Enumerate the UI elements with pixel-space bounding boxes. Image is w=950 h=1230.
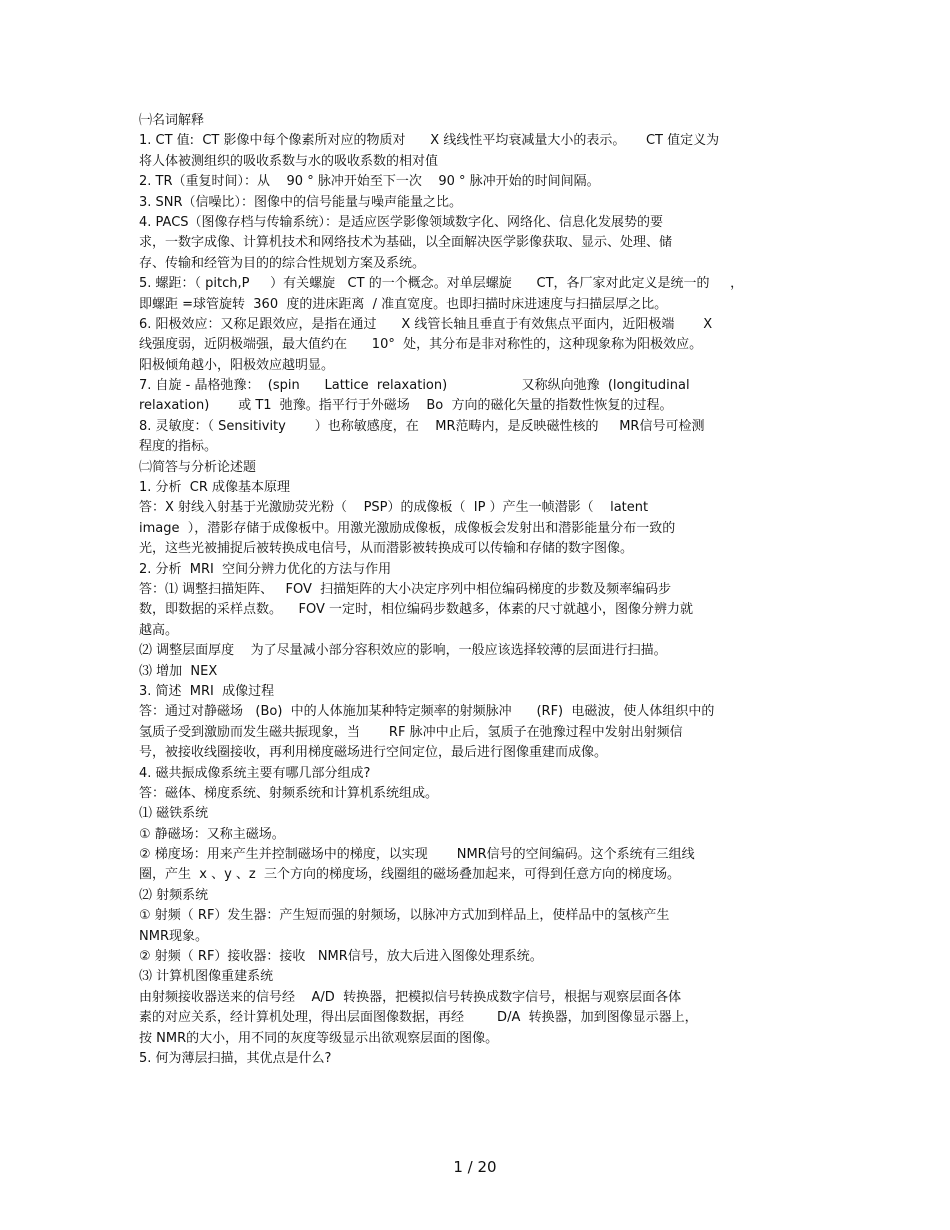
text-line: 5. 何为薄层扫描，其优点是什么? xyxy=(139,1050,332,1066)
text-line: 7. 自旋 - 晶格弛豫： (spin Lattice relaxation) 又称纵向弛豫 (longitudinal xyxy=(139,378,690,394)
text-line: 6. 阳极效应：又称足跟效应，是指在通过 X 线管长轴且垂直于有效焦点平面内，近阳极端 X xyxy=(139,316,713,332)
text-line: 程度的指标。 xyxy=(139,439,218,455)
text-line: 答：X 射线入射基于光激励荧光粉（ PSP）的成像板（ IP ）产生一帧潜影（ latent xyxy=(139,500,649,516)
text-line: 1. 分析 CR 成像基本原理 xyxy=(139,480,291,496)
text-line: 越高。 xyxy=(139,622,179,638)
text-line: ① 射频（ RF）发生器：产生短而强的射频场，以脉冲方式加到样品上，使样品中的氢核产生 xyxy=(139,908,670,924)
text-line: 将人体被测组织的吸收系数与水的吸收系数的相对值 xyxy=(139,153,439,169)
text-line: 即螺距 =球管旋转 360 度的进床距离 / 准直宽度。也即扫描时床进速度与扫描层厚之比。 xyxy=(139,296,668,312)
text-line: relaxation) 或 T1 弛豫。指平行于外磁场 Bo 方向的磁化矢量的指数性恢复的过程。 xyxy=(139,398,673,414)
text-line: 2. 分析 MRI 空间分辨力优化的方法与作用 xyxy=(139,561,392,577)
text-line: NMR现象。 xyxy=(139,928,208,944)
text-line: ⑵ 调整层面厚度 为了尽量减小部分容积效应的影响，一般应该选择较薄的层面进行扫描。 xyxy=(139,643,667,659)
text-line: 5. 螺距：（ pitch,P ）有关螺旋 CT 的一个概念。对单层螺旋 CT，各厂家对此定义是统一的 ， xyxy=(139,276,744,292)
text-line: 阳极倾角越小，阳极效应越明显。 xyxy=(139,357,335,373)
text-line: 氢质子受到激励而发生磁共振现象，当 RF 脉冲中止后，氢质子在弛豫过程中发射出射频信 xyxy=(139,724,683,740)
document-body xyxy=(139,111,819,1069)
text-line: 答：磁体、梯度系统、射频系统和计算机系统组成。 xyxy=(139,785,439,801)
text-line: 1. CT 值: CT 影像中每个像素所对应的物质对 X 线线性平均衰减量大小的表示。 CT 值定义为 xyxy=(139,133,720,149)
text-line: ⑴ 磁铁系统 xyxy=(139,806,209,822)
text-line: 存、传输和经管为目的的综合性规划方案及系统。 xyxy=(139,255,426,271)
text-line: ② 射频（ RF）接收器：接收 NMR信号，放大后进入图像处理系统。 xyxy=(139,949,543,965)
text-line: 号，被接收线圈接收，再利用梯度磁场进行空间定位，最后进行图像重建而成像。 xyxy=(139,745,608,761)
text-line: 光，这些光被捕捉后被转换成电信号，从而潜影被转换成可以传输和存储的数字图像。 xyxy=(139,541,634,557)
text-line: 圈，产生 x 、y 、z 三个方向的梯度场，线圈组的磁场叠加起来，可得到任意方向的梯度场。 xyxy=(139,867,681,883)
text-line: 答：通过对静磁场 (Bo) 中的人体施加某种特定频率的射频脉冲 (RF) 电磁波，使人体组织中的 xyxy=(139,704,715,720)
text-line: 4. 磁共振成像系统主要有哪几部分组成? xyxy=(139,765,371,781)
text-line: 由射频接收器送来的信号经 A/D 转换器，把模拟信号转换成数字信号，根据与观察层面各体 xyxy=(139,989,682,1005)
text-line: 求，一数字成像、计算机技术和网络技术为基础，以全面解决医学影像获取、显示、处理、储 xyxy=(139,235,673,251)
text-line: 线强度弱，近阴极端强，最大值约在 10° 处，其分布是非对称性的，这种现象称为阳极效应。 xyxy=(139,337,703,353)
text-line: image ），潜影存储于成像板中。用激光激励成像板，成像板会发射出和潜影能量分布一致的 xyxy=(139,520,676,536)
page-number: 1 / 20 xyxy=(453,1158,497,1176)
text-line: ① 静磁场：又称主磁场。 xyxy=(139,826,285,842)
text-line: ⑵ 射频系统 xyxy=(139,887,209,903)
text-line: ㈡简答与分析论述题 xyxy=(139,459,257,475)
text-line: ⑶ 计算机图像重建系统 xyxy=(139,969,274,985)
text-line: 2. TR（重复时间）：从 90 ° 脉冲开始至下一次 90 ° 脉冲开始的时间间隔。 xyxy=(139,174,600,190)
text-line: 8. 灵敏度：（ Sensitivity ）也称敏感度，在 MR范畴内，是反映磁性核的 MR信号可检测 xyxy=(139,418,705,434)
text-line: 3. 简述 MRI 成像过程 xyxy=(139,683,275,699)
text-line: ㈠名词解释 xyxy=(139,113,205,128)
text-line: 3. SNR（信噪比）：图像中的信号能量与噪声能量之比。 xyxy=(139,194,463,210)
text-line: 答：⑴ 调整扫描矩阵、 FOV 扫描矩阵的大小决定序列中相位编码梯度的步数及频率编码步 xyxy=(139,581,672,597)
text-line: ⑶ 增加 NEX xyxy=(139,663,218,679)
text-line: 4. PACS（图像存档与传输系统）：是适应医学影像领域数字化、网络化、信息化发展势的要 xyxy=(139,214,664,230)
text-line: 按 NMR的大小，用不同的灰度等级显示出欲观察层面的图像。 xyxy=(139,1030,499,1046)
text-line: 数，即数据的采样点数。 FOV 一定时，相位编码步数越多，体素的尺寸就越小，图像分辨力就 xyxy=(139,602,694,618)
text-line: ② 梯度场：用来产生并控制磁场中的梯度，以实现 NMR信号的空间编码。这个系统有三组线 xyxy=(139,847,695,863)
text-line: 素的对应关系，经计算机处理，得出层面图像数据，再经 D/A 转换器，加到图像显示器上， xyxy=(139,1010,698,1026)
